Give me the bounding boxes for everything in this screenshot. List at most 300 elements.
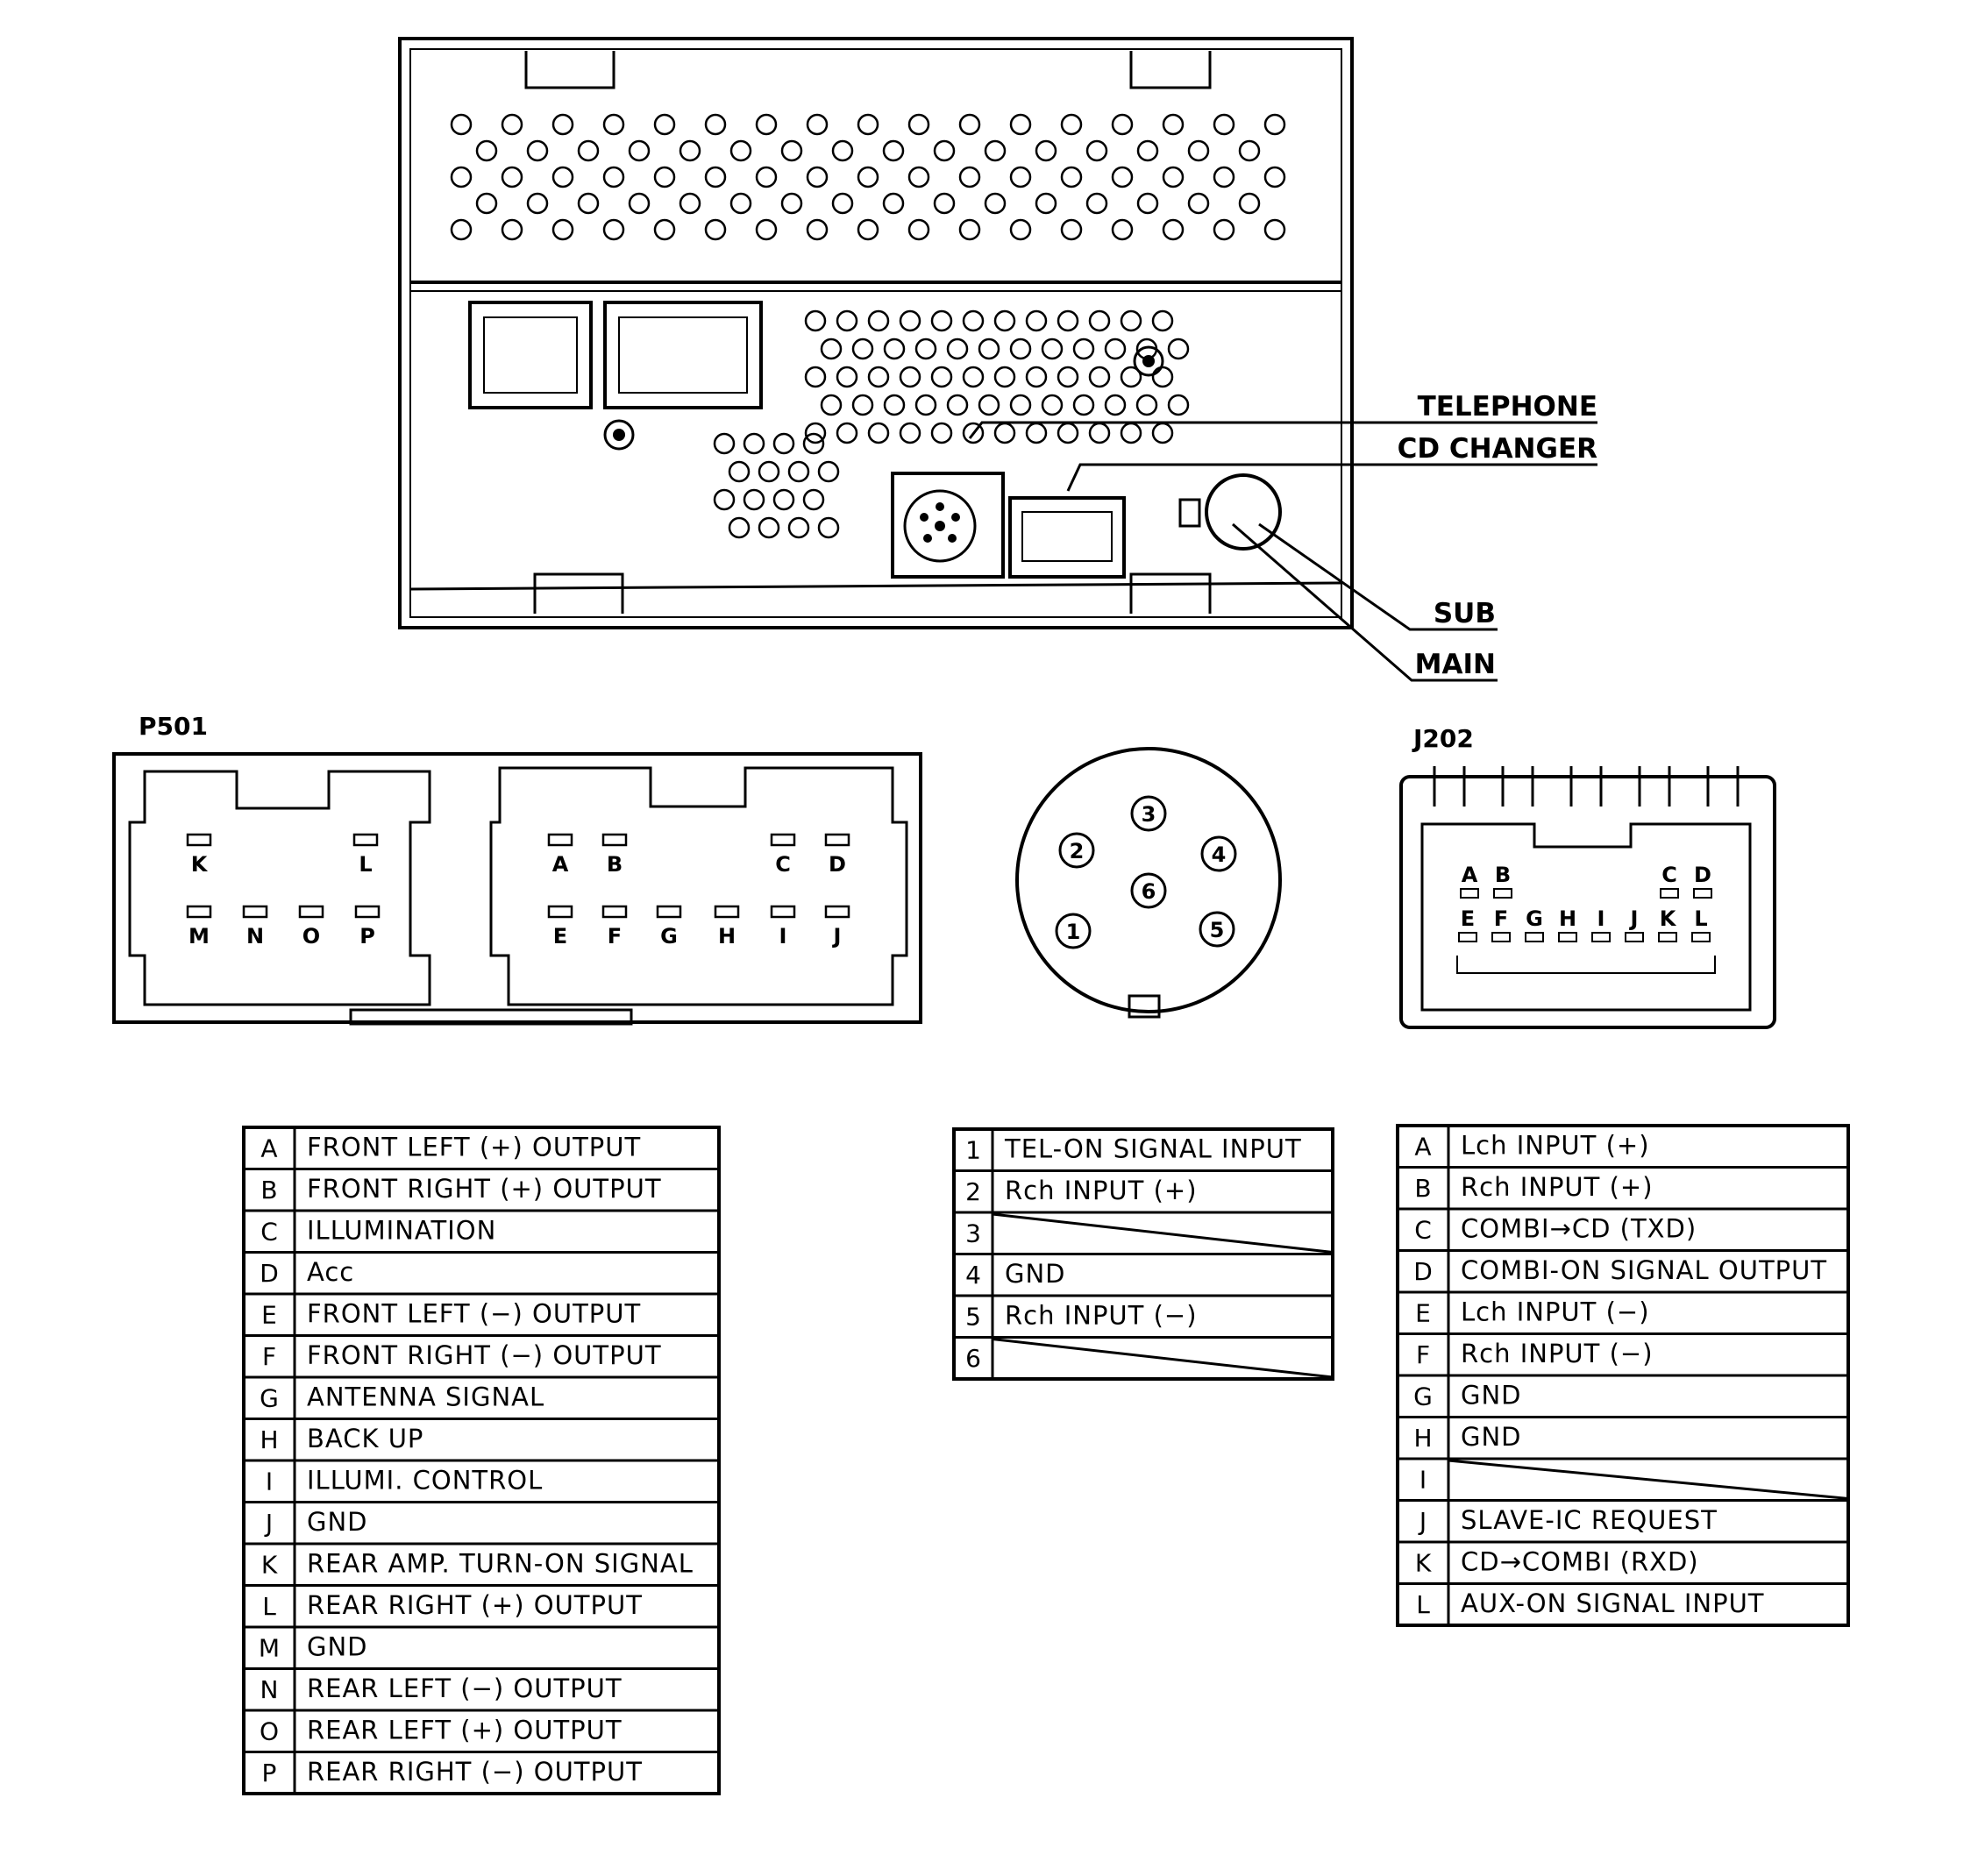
vent-hole — [909, 220, 929, 239]
p501-table-function: FRONT LEFT (+) OUTPUT — [307, 1132, 642, 1162]
p501-table-pin: I — [265, 1467, 274, 1496]
cd-changer-leader-line — [1068, 465, 1597, 491]
j202-pin-label: L — [1694, 906, 1708, 931]
j202-pin-label: H — [1558, 906, 1577, 931]
p501-pin-h — [715, 906, 738, 917]
vent-hole — [1153, 423, 1172, 443]
telephone-table-pin: 6 — [965, 1343, 981, 1373]
vent-hole — [1265, 167, 1284, 187]
telephone-table-function: TEL-ON SIGNAL INPUT — [1005, 1133, 1302, 1164]
bottom-clip-left — [535, 574, 623, 614]
telephone-table-unused-slash — [993, 1214, 1333, 1253]
j202-pin-k — [1659, 933, 1676, 942]
vent-hole — [706, 167, 725, 187]
p501-pin-g — [658, 906, 680, 917]
vent-hole — [1062, 220, 1081, 239]
telephone-table-unused-slash — [993, 1339, 1333, 1378]
p501-table-pin: A — [260, 1133, 278, 1163]
p501-table-function: FRONT LEFT (−) OUTPUT — [307, 1298, 642, 1329]
vent-hole — [655, 167, 674, 187]
vent-hole — [1036, 194, 1056, 213]
vent-hole — [1121, 423, 1141, 443]
j202-pin-g — [1526, 933, 1543, 942]
p501-table-pin: M — [258, 1633, 281, 1663]
vent-hole — [553, 115, 573, 134]
p501-table-function: GND — [307, 1506, 368, 1537]
telephone-pin-label: 4 — [1211, 842, 1227, 867]
cd-changer-callout: CD CHANGER — [1397, 433, 1597, 465]
p501-pin-label: D — [829, 852, 846, 877]
screw-icon — [1135, 347, 1163, 375]
p501-table-pin: B — [260, 1175, 278, 1204]
j202-pin-a — [1461, 889, 1478, 898]
j202-pin-f — [1492, 933, 1510, 942]
p501-pin-label: K — [190, 852, 208, 877]
j202-table-pin: B — [1414, 1173, 1432, 1203]
j202-pin-i — [1592, 933, 1610, 942]
vent-hole — [757, 220, 776, 239]
p501-table-function: ILLUMI. CONTROL — [307, 1465, 544, 1496]
j202-pin-table — [1398, 1126, 1848, 1625]
vent-hole — [964, 367, 983, 387]
p501-table-function: Acc — [307, 1256, 355, 1287]
j202-pin-l — [1692, 933, 1710, 942]
telephone-socket-pin — [936, 502, 944, 511]
p501-table-pin: L — [262, 1591, 276, 1621]
vent-hole — [869, 423, 888, 443]
vent-hole — [819, 462, 838, 481]
vent-hole — [1163, 115, 1183, 134]
telephone-connector — [1017, 749, 1280, 1017]
j202-pin-label: F — [1493, 906, 1509, 931]
p501-table-function: REAR LEFT (+) OUTPUT — [307, 1715, 623, 1745]
vent-hole — [858, 220, 878, 239]
p501-pin-d — [826, 835, 849, 845]
top-clip-right — [1131, 51, 1210, 88]
vent-hole — [1027, 311, 1046, 330]
vent-hole — [808, 220, 827, 239]
j202-table-function: Lch INPUT (−) — [1461, 1297, 1650, 1327]
p501-pin-label: F — [607, 924, 623, 949]
p501-table-pin: J — [265, 1508, 274, 1538]
vent-hole — [1106, 339, 1125, 359]
vent-hole — [995, 311, 1014, 330]
vent-hole — [579, 194, 598, 213]
vent-hole — [1169, 339, 1188, 359]
telephone-socket-pin — [923, 534, 932, 543]
vent-hole — [1138, 194, 1157, 213]
p501-table-function: REAR AMP. TURN-ON SIGNAL — [307, 1548, 694, 1579]
j202-table-pin: C — [1414, 1215, 1432, 1245]
telephone-connector-key — [1129, 996, 1159, 1017]
telephone-pin-table — [954, 1129, 1333, 1379]
vent-hole — [477, 141, 496, 160]
vent-hole — [715, 434, 734, 453]
vent-hole — [680, 194, 700, 213]
j202-pin-label: A — [1461, 863, 1478, 887]
p501-pin-label: J — [833, 924, 842, 949]
vent-hole — [502, 115, 522, 134]
vent-hole — [528, 141, 547, 160]
p501-outline — [114, 754, 921, 1022]
vent-hole — [1027, 367, 1046, 387]
p501-table-pin: N — [260, 1674, 279, 1704]
vent-hole — [1214, 220, 1234, 239]
vent-hole — [916, 395, 936, 415]
vent-hole — [822, 395, 841, 415]
vent-hole — [1265, 115, 1284, 134]
cd-changer-socket — [1010, 498, 1124, 577]
vent-hole — [1011, 167, 1030, 187]
vent-hole — [1042, 339, 1062, 359]
p501-pin-label: L — [359, 852, 373, 877]
j202-pin-label: E — [1460, 906, 1476, 931]
vent-hole — [808, 167, 827, 187]
vent-hole — [1062, 115, 1081, 134]
telephone-pin-label: 6 — [1141, 879, 1156, 904]
vent-hole — [837, 367, 857, 387]
p501-pin-m — [188, 906, 210, 917]
p501-pin-l — [354, 835, 377, 845]
vent-hole — [502, 167, 522, 187]
j202-top-ribs — [1434, 766, 1738, 807]
vent-hole — [853, 395, 872, 415]
vent-hole — [869, 367, 888, 387]
vent-hole — [729, 462, 749, 481]
vent-hole — [774, 434, 793, 453]
vent-hole — [808, 115, 827, 134]
j202-table-pin: E — [1415, 1298, 1431, 1328]
p501-right-housing — [491, 768, 907, 1005]
vent-hole — [804, 490, 823, 509]
vent-hole — [837, 311, 857, 330]
j202-pin-d — [1694, 889, 1711, 898]
p501-table-function: BACK UP — [307, 1423, 424, 1453]
j202-pin-label: I — [1597, 906, 1605, 931]
vent-hole — [858, 167, 878, 187]
j202-pin-label: C — [1661, 863, 1677, 887]
p501-pin-label: I — [779, 924, 787, 949]
p501-table-function: ILLUMINATION — [307, 1215, 497, 1246]
j202-table-function: Rch INPUT (−) — [1461, 1338, 1654, 1368]
vent-hole — [1058, 311, 1078, 330]
radio-housing-inner — [410, 49, 1341, 617]
j202-table-unused-slash — [1448, 1460, 1848, 1499]
vent-hole — [604, 167, 623, 187]
vent-hole — [822, 339, 841, 359]
j202-table-function: CD→COMBI (RXD) — [1461, 1546, 1699, 1577]
vent-hole — [553, 220, 573, 239]
vent-hole — [837, 423, 857, 443]
vent-hole — [932, 423, 951, 443]
vent-hole — [553, 167, 573, 187]
vent-hole — [757, 167, 776, 187]
p501-table-pin: C — [260, 1217, 278, 1247]
vent-hole — [869, 311, 888, 330]
p501-table-pin: E — [261, 1300, 277, 1330]
p501-connector — [114, 712, 921, 1024]
p501-pin-p — [356, 906, 379, 917]
j202-table-function: SLAVE-IC REQUEST — [1461, 1504, 1718, 1535]
p501-table-pin: H — [260, 1425, 279, 1454]
j202-pin-label: G — [1526, 906, 1543, 931]
vent-hole — [932, 367, 951, 387]
p501-pin-label: O — [302, 924, 321, 949]
antenna-socket — [1206, 475, 1280, 549]
p501-connector-name: P501 — [139, 712, 208, 741]
vent-hole — [1214, 115, 1234, 134]
j202-pin-c — [1661, 889, 1678, 898]
j202-table-pin: J — [1419, 1506, 1427, 1536]
vent-hole — [1087, 194, 1106, 213]
j202-table-function: GND — [1461, 1421, 1522, 1452]
p501-pin-a — [549, 835, 572, 845]
telephone-table-function: Rch INPUT (+) — [1005, 1175, 1198, 1205]
vent-hole — [715, 490, 734, 509]
vent-hole — [731, 141, 751, 160]
j202-pin-label: D — [1694, 863, 1711, 887]
vent-hole — [900, 423, 920, 443]
screw-icon — [605, 421, 633, 449]
p501-table-pin: F — [261, 1341, 277, 1371]
vent-hole — [452, 220, 471, 239]
j202-table-function: COMBI-ON SIGNAL OUTPUT — [1461, 1254, 1828, 1285]
j202-table-pin: D — [1413, 1256, 1433, 1286]
telephone-socket-pin — [948, 534, 957, 543]
p501-table-pin: P — [261, 1758, 277, 1787]
j202-table-pin: K — [1414, 1548, 1432, 1578]
vent-hole — [789, 462, 808, 481]
vent-hole — [452, 115, 471, 134]
j202-table-pin: L — [1416, 1589, 1430, 1619]
vent-hole — [1090, 311, 1109, 330]
j202-connector-name: J202 — [1413, 724, 1474, 753]
vent-hole — [706, 220, 725, 239]
vent-hole — [948, 395, 967, 415]
vent-hole — [680, 141, 700, 160]
p501-pin-o — [300, 906, 323, 917]
vent-hole — [1090, 423, 1109, 443]
p501-table-pin: D — [260, 1258, 279, 1288]
vent-hole — [960, 220, 979, 239]
j202-table-pin: H — [1413, 1423, 1433, 1453]
vent-hole — [853, 339, 872, 359]
p501-table-function: GND — [307, 1631, 368, 1662]
vent-hole — [630, 141, 649, 160]
vent-hole — [806, 311, 825, 330]
telephone-table-pin: 4 — [965, 1260, 981, 1290]
j202-table-pin: G — [1413, 1382, 1433, 1411]
vent-hole — [833, 194, 852, 213]
vent-hole — [1058, 423, 1078, 443]
p501-pin-label: A — [551, 852, 569, 877]
vent-hole — [1121, 311, 1141, 330]
p501-pin-b — [603, 835, 626, 845]
p501-pin-f — [603, 906, 626, 917]
vent-hole — [1240, 194, 1259, 213]
vent-hole — [528, 194, 547, 213]
p501-pin-label: N — [245, 924, 265, 949]
p501-pin-label: G — [660, 924, 678, 949]
j202-table-function: Rch INPUT (+) — [1461, 1171, 1654, 1202]
telephone-pin-label: 2 — [1069, 839, 1085, 863]
vent-hole — [935, 194, 954, 213]
vent-hole — [1011, 395, 1030, 415]
telephone-table-pin: 1 — [965, 1135, 981, 1165]
vent-hole — [782, 141, 801, 160]
vent-hole — [979, 395, 999, 415]
vent-hole — [1027, 423, 1046, 443]
vent-hole — [1189, 141, 1208, 160]
p501-table-pin: G — [260, 1383, 279, 1413]
vent-hole — [1011, 220, 1030, 239]
vent-hole — [655, 220, 674, 239]
vent-hole — [1169, 395, 1188, 415]
vent-hole — [995, 367, 1014, 387]
vent-hole — [1265, 220, 1284, 239]
vent-hole — [1240, 141, 1259, 160]
vent-hole — [909, 167, 929, 187]
main-callout: MAIN — [1414, 649, 1496, 680]
p501-table-function: REAR RIGHT (+) OUTPUT — [307, 1589, 643, 1620]
vent-hole — [630, 194, 649, 213]
vent-hole — [935, 141, 954, 160]
p501-pin-n — [244, 906, 267, 917]
telephone-pin-label: 3 — [1141, 802, 1156, 827]
vent-hole — [995, 423, 1014, 443]
vent-hole — [1074, 395, 1093, 415]
vent-hole — [806, 367, 825, 387]
p501-pin-table — [244, 1127, 719, 1794]
top-clip-left — [526, 51, 614, 88]
vent-hole — [1011, 115, 1030, 134]
vent-hole — [1153, 311, 1172, 330]
p501-left-housing — [130, 771, 430, 1005]
telephone-table-pin: 5 — [965, 1302, 981, 1332]
vent-hole — [932, 311, 951, 330]
radio-harness-socket-right-inner — [619, 317, 747, 393]
p501-pin-label: E — [552, 924, 568, 949]
vent-hole — [502, 220, 522, 239]
vent-hole — [1087, 141, 1106, 160]
p501-table-function: ANTENNA SIGNAL — [307, 1382, 545, 1412]
vent-hole — [909, 115, 929, 134]
j202-table-pin: A — [1414, 1132, 1432, 1162]
p501-table-function: FRONT RIGHT (+) OUTPUT — [307, 1173, 662, 1204]
vent-hole — [819, 518, 838, 537]
vent-hole — [744, 490, 764, 509]
vent-hole — [1036, 141, 1056, 160]
telephone-pin-label: 1 — [1065, 920, 1081, 944]
p501-table-function: FRONT RIGHT (−) OUTPUT — [307, 1339, 662, 1370]
j202-pin-rail — [1457, 956, 1715, 973]
vent-hole — [1011, 339, 1030, 359]
cd-changer-socket-inner — [1022, 512, 1112, 561]
j202-pin-j — [1626, 933, 1643, 942]
vent-hole — [1163, 167, 1183, 187]
vent-hole — [774, 490, 793, 509]
vent-hole — [900, 311, 920, 330]
vent-hole — [1058, 367, 1078, 387]
vent-hole — [1189, 194, 1208, 213]
p501-pin-e — [549, 906, 572, 917]
vent-hole — [731, 194, 751, 213]
vent-hole — [900, 367, 920, 387]
radio-harness-socket-left-inner — [484, 317, 577, 393]
vent-hole — [452, 167, 471, 187]
p501-table-pin: K — [260, 1550, 278, 1580]
j202-connector — [1401, 724, 1775, 1027]
vent-hole — [960, 115, 979, 134]
vent-hole — [964, 311, 983, 330]
p501-table-function: REAR RIGHT (−) OUTPUT — [307, 1756, 643, 1787]
vent-hole — [1090, 367, 1109, 387]
j202-pin-label: J — [1630, 906, 1639, 931]
antenna-socket-tab — [1180, 500, 1199, 526]
sub-callout: SUB — [1433, 598, 1496, 629]
p501-pin-label: P — [359, 924, 375, 949]
vent-hole — [1074, 339, 1093, 359]
p501-table-pin: O — [259, 1716, 280, 1746]
p501-pin-label: C — [775, 852, 791, 877]
vent-hole — [789, 518, 808, 537]
telephone-callout: TELEPHONE — [1417, 391, 1597, 423]
j202-table-function: Lch INPUT (+) — [1461, 1130, 1650, 1161]
p501-pin-label: B — [606, 852, 623, 877]
vent-hole — [1113, 115, 1132, 134]
p501-pin-k — [188, 835, 210, 845]
vent-hole — [833, 141, 852, 160]
j202-pin-h — [1559, 933, 1576, 942]
vent-hole — [885, 339, 904, 359]
vent-hole — [885, 395, 904, 415]
vent-hole — [579, 141, 598, 160]
p501-pin-label: H — [717, 924, 736, 949]
vent-hole — [1163, 220, 1183, 239]
j202-table-function: AUX-ON SIGNAL INPUT — [1461, 1588, 1765, 1618]
telephone-pin-label: 5 — [1209, 918, 1225, 942]
j202-table-pin: F — [1415, 1339, 1431, 1369]
vent-hole — [1113, 220, 1132, 239]
j202-table-pin: I — [1419, 1465, 1427, 1495]
telephone-table-pin: 2 — [965, 1176, 981, 1206]
vent-hole — [948, 339, 967, 359]
vent-hole — [706, 115, 725, 134]
p501-pin-j — [826, 906, 849, 917]
radio-housing-outline — [400, 39, 1352, 628]
vent-hole — [985, 194, 1005, 213]
vent-hole — [979, 339, 999, 359]
vent-hole — [884, 194, 903, 213]
telephone-socket-pin — [920, 513, 929, 522]
p501-pin-label: M — [189, 924, 210, 949]
j202-outline — [1401, 777, 1775, 1027]
vent-hole — [759, 518, 779, 537]
j202-pin-label: B — [1494, 863, 1512, 887]
vent-hole — [604, 220, 623, 239]
vent-hole — [729, 518, 749, 537]
vent-hole — [782, 194, 801, 213]
p501-table-function: REAR LEFT (−) OUTPUT — [307, 1673, 623, 1703]
vent-hole — [1138, 141, 1157, 160]
vent-hole — [604, 115, 623, 134]
telephone-table-function: GND — [1005, 1258, 1066, 1289]
j202-table-function: GND — [1461, 1380, 1522, 1411]
p501-pin-c — [772, 835, 794, 845]
vent-hole — [1106, 395, 1125, 415]
vent-hole — [759, 462, 779, 481]
j202-pin-label: K — [1659, 906, 1676, 931]
